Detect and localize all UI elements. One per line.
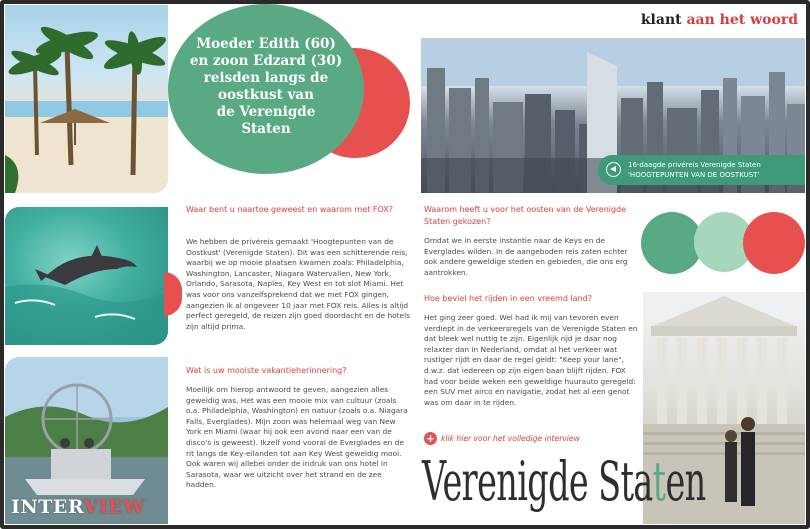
question-1: Waar bent u naartoe geweest en waarom met FOX? <box>186 205 394 214</box>
answer-3: Omdat we in eerste instantie naar de Keys en de Everglades wilden. In de aangeboden reis zaten echter ook andere geweldige steden en gebieden, die ons erg aantrokken. <box>424 236 628 277</box>
answer-4: Het ging zeer goed. Wel had ik mij van tevoren even verdiept in de verkeersregels van de Verenigde Staten en dat bleek wel nuttig te zijn. Eigenlijk rijd je daar nog relaxter dan in Nederland, omdat al het verkeer wat rustiger rijdt en daar de regel geldt: "Keep your lane", d.w.z. dat iedereen op zijn eigen baan blijft rijden. FOX had voor beide weken een geweldige huurauto geregeld: een SUV met airco en navigatie, zodat het al een genot was om daar in te rijden. <box>424 313 638 407</box>
question-2: Wat is uw mooiste vakantieherinnering? <box>186 366 347 375</box>
plus-icon[interactable]: + <box>425 432 436 445</box>
article-title: Moeder Edith (60) en zoon Edzard (30) reisden langs de oostkust van de Verenigde Staten <box>189 36 343 137</box>
destination-heading: Verenigde Staten <box>422 450 706 513</box>
question-3: Waarom heeft u voor het oosten van de Verenigde Staten gekozen? <box>424 205 627 226</box>
question-4: Hoe beviel het rijden in een vreemd land? <box>424 294 592 303</box>
answer-2: Moeilijk om hierop antwoord te geven, aangezien alles geweldig was. Het was een mooie mix van cultuur (zoals o.a. Philadelphia, Washington) en natuur (zoals o.a. Niagara Falls, Everglades). Mijn zoon was helemaal weg van New York en Miami (waar hij ook een avond naar een van de disco's is geweest). Ikzelf vond vooral de Everglades en de rit langs de Key-eilanden tot aan Key West geweldig mooi. Ook waren wij allebei onder de indruk van ons hotel in Sarasota, waar we uitzicht over het strand en de zee hadden. <box>186 385 408 490</box>
section-kicker: klant aan het woord <box>640 12 798 28</box>
interview-label: INTERVIEW <box>11 496 145 518</box>
trip-caption-badge[interactable]: 16-daagde privéreis Verenigde Staten 'HOOGTEPUNTEN VAN DE OOSTKUST' <box>598 155 805 185</box>
full-interview-link-text[interactable]: klik hier voor het volledige interview <box>441 434 580 443</box>
answer-1: We hebben de privéreis gemaakt 'Hoogtepunten van de Oostkust' (Verenigde Staten). Dit was een schitterende reis, waarbij we op mooie plaatsen kwamen zoals: Philadelphia, Washington, Lancaster, Niagara Watervallen, New York, Orlando, Sarasota, Naples, Key West en tot slot Miami. Het was voor ons vanzelfsprekend dat we met FOX gingen, aangezien ik al ongeveer 10 jaar met FOX reis. Alles is altijd perfect geregeld, de reizen zijn goed doordacht en de hotels zijn altijd prima. <box>186 237 411 331</box>
